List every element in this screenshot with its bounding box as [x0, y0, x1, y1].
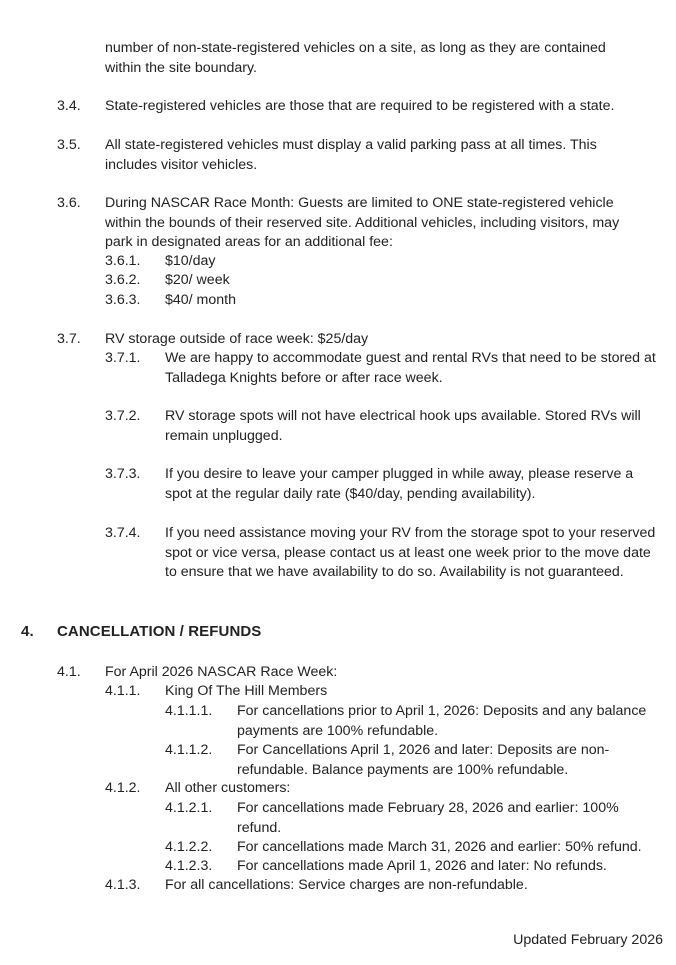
- section-text-3-6-1: $10/day: [165, 253, 216, 269]
- section-number-3-6-3: 3.6.3.: [105, 292, 141, 308]
- section-text-3-6-2: $20/ week: [165, 272, 230, 288]
- section-text-3-4: State-registered vehicles are those that are required to be registered with a state.: [105, 98, 615, 114]
- continuation-paragraph: number of non-state-registered vehicles on a site, as long as they are contained within the site boundary.: [105, 40, 606, 76]
- section-number-3-7-4: 3.7.4.: [105, 525, 141, 541]
- section-text-3-6: During NASCAR Race Month: Guests are limited to ONE state-registered vehicle within the bounds of their reserved site. Additional vehicles, including visitors, may park in designated areas for an additional fee:: [105, 195, 620, 250]
- section-text-3-7-1: We are happy to accommodate guest and rental RVs that need to be stored at Talladega Knights before or after race week.: [165, 350, 656, 386]
- section-text-3-7-2: RV storage spots will not have electrical hook ups available. Stored RVs will remain unplugged.: [165, 408, 641, 444]
- section-number-4-1-1-2: 4.1.1.2.: [165, 742, 213, 758]
- section-text-4-1-1: King Of The Hill Members: [165, 683, 328, 699]
- section-number-4-1-2: 4.1.2.: [105, 780, 141, 796]
- section-text-3-7-3: If you desire to leave your camper plugged in while away, please reserve a spot at the regular daily rate ($40/day, pending availability).: [165, 466, 634, 502]
- section-text-4-1: For April 2026 NASCAR Race Week:: [105, 664, 338, 680]
- section-text-4-1-1-2: For Cancellations April 1, 2026 and later: Deposits are non-refundable. Balance payments are 100% refundable.: [237, 742, 610, 778]
- section-number-3-6-2: 3.6.2.: [105, 272, 141, 288]
- section-heading-cancellation-refunds: CANCELLATION / REFUNDS: [57, 623, 262, 640]
- section-number-3-7-2: 3.7.2.: [105, 408, 141, 424]
- section-text-3-7-4: If you need assistance moving your RV from the storage spot to your reserved spot or vice versa, please contact us at least one week prior to the move date to ensure that we have availability to do so. Availability is not guaranteed.: [165, 525, 656, 580]
- section-number-4-1-1: 4.1.1.: [105, 683, 141, 699]
- section-number-3-4: 3.4.: [57, 98, 81, 114]
- section-text-4-1-1-1: For cancellations prior to April 1, 2026: Deposits and any balance payments are 100% refundable.: [237, 703, 647, 739]
- footer-updated-date: Updated February 2026: [513, 932, 663, 948]
- section-number-4-1-2-1: 4.1.2.1.: [165, 800, 213, 816]
- section-text-4-1-2-3: For cancellations made April 1, 2026 and later: No refunds.: [237, 858, 607, 874]
- section-number-3-7-3: 3.7.3.: [105, 466, 141, 482]
- section-text-3-7: RV storage outside of race week: $25/day: [105, 331, 369, 347]
- section-number-4-1-3: 4.1.3.: [105, 877, 141, 893]
- section-number-4-1-1-1: 4.1.1.1.: [165, 703, 213, 719]
- section-text-4-1-2: All other customers:: [165, 780, 291, 796]
- section-number-3-7: 3.7.: [57, 331, 81, 347]
- section-number-4-1-2-3: 4.1.2.3.: [165, 858, 213, 874]
- section-number-3-5: 3.5.: [57, 137, 81, 153]
- section-number-4-1-2-2: 4.1.2.2.: [165, 839, 213, 855]
- section-number-3-6-1: 3.6.1.: [105, 253, 141, 269]
- section-text-3-5: All state-registered vehicles must display a valid parking pass at all times. This includes visitor vehicles.: [105, 137, 597, 173]
- section-number-3-7-1: 3.7.1.: [105, 350, 141, 366]
- section-number-4-1: 4.1.: [57, 664, 81, 680]
- section-text-4-1-3: For all cancellations: Service charges are non-refundable.: [165, 877, 528, 893]
- section-text-3-6-3: $40/ month: [165, 292, 236, 308]
- section-text-4-1-2-1: For cancellations made February 28, 2026 and earlier: 100% refund.: [237, 800, 619, 836]
- section-number-3-6: 3.6.: [57, 195, 81, 211]
- section-number-4: 4.: [21, 623, 34, 640]
- section-text-4-1-2-2: For cancellations made March 31, 2026 and earlier: 50% refund.: [237, 839, 642, 855]
